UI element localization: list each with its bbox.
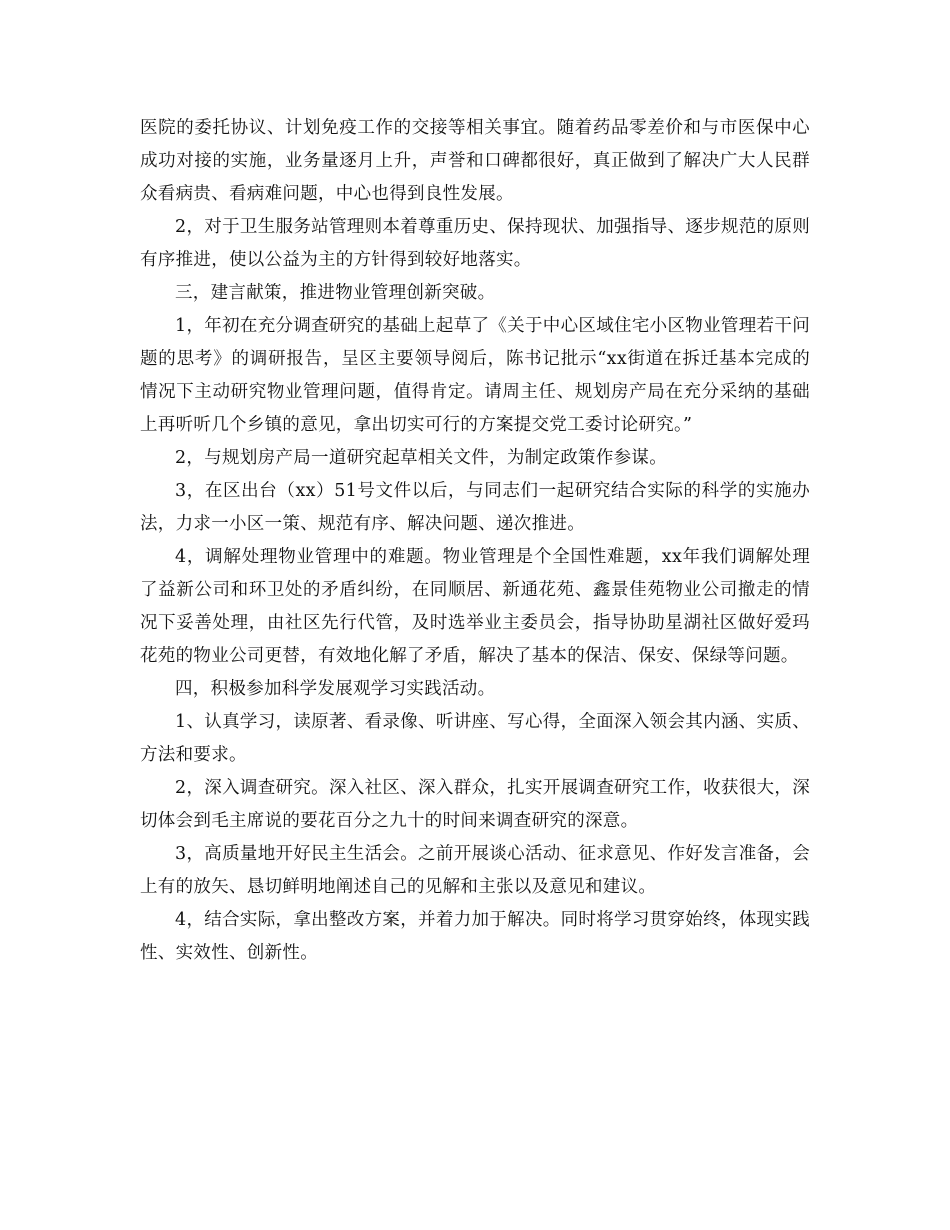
- paragraph-investigation: 2，深入调查研究。深入社区、深入群众，扎实开展调查研究工作，收获很大，深切体会到毛主席说的要花百分之九十的时间来调查研究的深意。: [140, 778, 810, 831]
- paragraph-rectification: 4，结合实际，拿出整改方案，并着力加于解决。同时将学习贯穿始终，体现实践性、实效性、创新性。: [140, 910, 810, 963]
- paragraph-service-station: 2，对于卫生服务站管理则本着尊重历史、保持现状、加强指导、逐步规范的原则有序推进，使以公益为主的方针得到较好地落实。: [140, 217, 810, 270]
- paragraph-study: 1、认真学习，读原著、看录像、听讲座、写心得，全面深入领会其内涵、实质、方法和要求。: [140, 712, 810, 765]
- section-heading-property-management: 三，建言献策，推进物业管理创新突破。: [175, 283, 496, 303]
- paragraph-dispute-mediation: 4，调解处理物业管理中的难题。物业管理是个全国性难题，xx年我们调解处理了益新公司和环卫处的矛盾纠纷，在同顺居、新通花苑、鑫景佳苑物业公司撤走的情况下妥善处理，由社区先行代管，及时选举业主委员会，指导协助星湖社区做好爱玛花苑的物业公司更替，有效地化解了矛盾，解决了基本的保洁、保安、保绿等问题。: [140, 547, 810, 666]
- paragraph-implementation-method: 3，在区出台（xx）51号文件以后，与同志们一起研究结合实际的科学的实施办法，力求一小区一策、规范有序、解决问题、递次推进。: [140, 481, 810, 534]
- paragraph-policy-drafting: 2，与规划房产局一道研究起草相关文件，为制定政策作参谋。: [175, 448, 668, 468]
- paragraph-research-report: 1，年初在充分调查研究的基础上起草了《关于中心区域住宅小区物业管理若干问题的思考》的调研报告，呈区主要领导阅后，陈书记批示“xx街道在拆迁基本完成的情况下主动研究物业管理问题，值得肯定。请周主任、规划房产局在充分采纳的基础上再听听几个乡镇的意见，拿出切实可行的方案提交党工委讨论研究。”: [140, 316, 810, 435]
- paragraph-democratic-meeting: 3，高质量地开好民主生活会。之前开展谈心活动、征求意见、作好发言准备，会上有的放矢、恳切鲜明地阐述自己的见解和主张以及意见和建议。: [140, 844, 810, 897]
- document-body: [140, 112, 810, 970]
- section-heading-scientific-development: 四，积极参加科学发展观学习实践活动。: [175, 679, 496, 699]
- paragraph-continuation: 医院的委托协议、计划免疫工作的交接等相关事宜。随着药品零差价和与市医保中心成功对接的实施，业务量逐月上升，声誉和口碑都很好，真正做到了解决广大人民群众看病贵、看病难问题，中心也得到良性发展。: [140, 118, 810, 204]
